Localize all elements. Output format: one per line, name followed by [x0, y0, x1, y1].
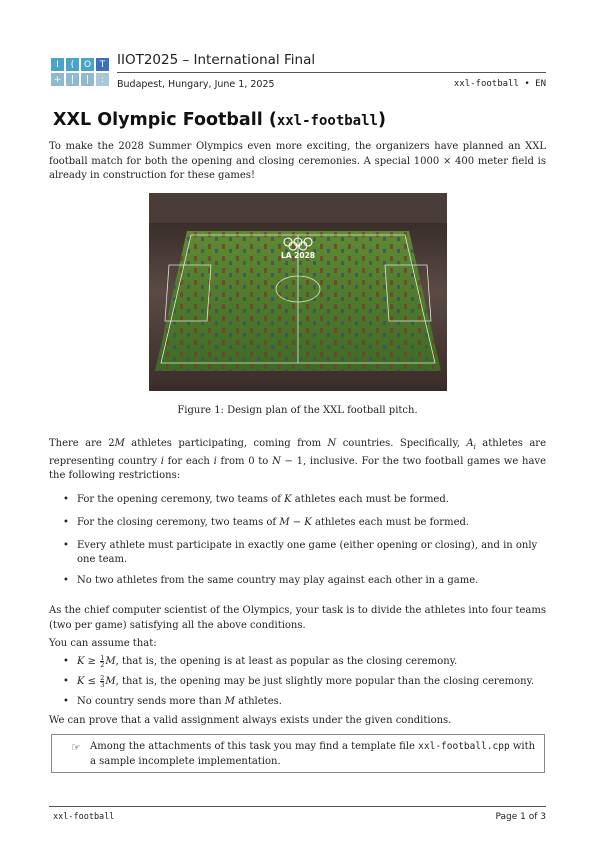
list-item: • For the opening ceremony, two teams of K athletes each must be formed.	[63, 493, 546, 507]
task-title-paren: )	[377, 110, 386, 130]
list-item: • K ≤ $\frac{2}{3}$ M, that is, the opening may be just slightly more popular than the closing ceremony.	[63, 675, 546, 689]
task-paragraph: As the chief computer scientist of the Olympics, your task is to divide the athletes into four teams (two per game) satisfying all the above conditions.	[49, 605, 546, 631]
list-item: • Every athlete must participate in exactly one game (either opening or closing), and in only one team.	[63, 539, 546, 567]
header-divider	[117, 72, 546, 73]
intro-paragraph: To make the 2028 Summer Olympics even more exciting, the organizers have planned an XXL football match for both the opening and closing ceremonies. A special 1000 × 400 meter field is already in construction for these games!	[49, 141, 546, 182]
list-item: • No country sends more than M athletes.	[63, 695, 546, 709]
iiot-logo	[51, 58, 109, 86]
figure-caption: Figure 1: Design plan of the XXL football pitch.	[177, 405, 418, 416]
task-code-language: xxl-football • EN	[453, 79, 546, 89]
template-file-name: xxl-football.cpp	[418, 741, 510, 752]
task-title-name: XXL Olympic Football (	[53, 110, 277, 130]
proof-paragraph: We can prove that a valid assignment always exists under the given conditions.	[49, 715, 452, 726]
contest-title: IIOT2025 – International Final	[117, 52, 316, 68]
logo-cell: +	[51, 73, 64, 86]
logo-cell: |	[66, 73, 79, 86]
footer-task-name: xxl-football	[53, 812, 115, 822]
stadium-illustration	[149, 193, 447, 391]
logo-cell: O	[81, 58, 94, 71]
list-item: • No two athletes from the same country may play against each other in a game.	[63, 574, 546, 588]
figure-banner-text: LA 2028	[280, 251, 316, 260]
attachment-note-text: Among the attachments of this task you may find a template file xxl-football.cpp with a sample incomplete implementation.	[90, 741, 536, 767]
list-item: • K ≥ $\frac{1}{2}$ M, that is, the opening is at least as popular as the closing ceremony.	[63, 655, 546, 669]
footer-divider	[49, 806, 546, 807]
task-title-code: xxl-football	[276, 113, 378, 129]
logo-cell: T	[96, 58, 109, 71]
contest-place-date: Budapest, Hungary, June 1, 2025	[117, 79, 275, 90]
pointing-hand-icon: ☞	[71, 741, 81, 754]
attachment-note-box	[51, 734, 545, 773]
stadium-figure	[149, 193, 447, 391]
logo-cell: (	[66, 58, 79, 71]
assume-heading: You can assume that:	[49, 638, 157, 649]
footer-page-number: Page 1 of 3	[495, 812, 546, 822]
athletes-paragraph: There are 2M athletes participating, coming from N countries. Specifically, $A_i$ athletes are representing country i for each i from 0 to N − 1, inclusive. For the two football games we have the following restrictions:	[49, 438, 547, 482]
list-item: • For the closing ceremony, two teams of M − K athletes each must be formed.	[63, 516, 546, 530]
logo-cell: I	[51, 58, 64, 71]
task-title	[53, 110, 386, 130]
logo-cell: |	[81, 73, 94, 86]
logo-cell: :	[96, 73, 109, 86]
